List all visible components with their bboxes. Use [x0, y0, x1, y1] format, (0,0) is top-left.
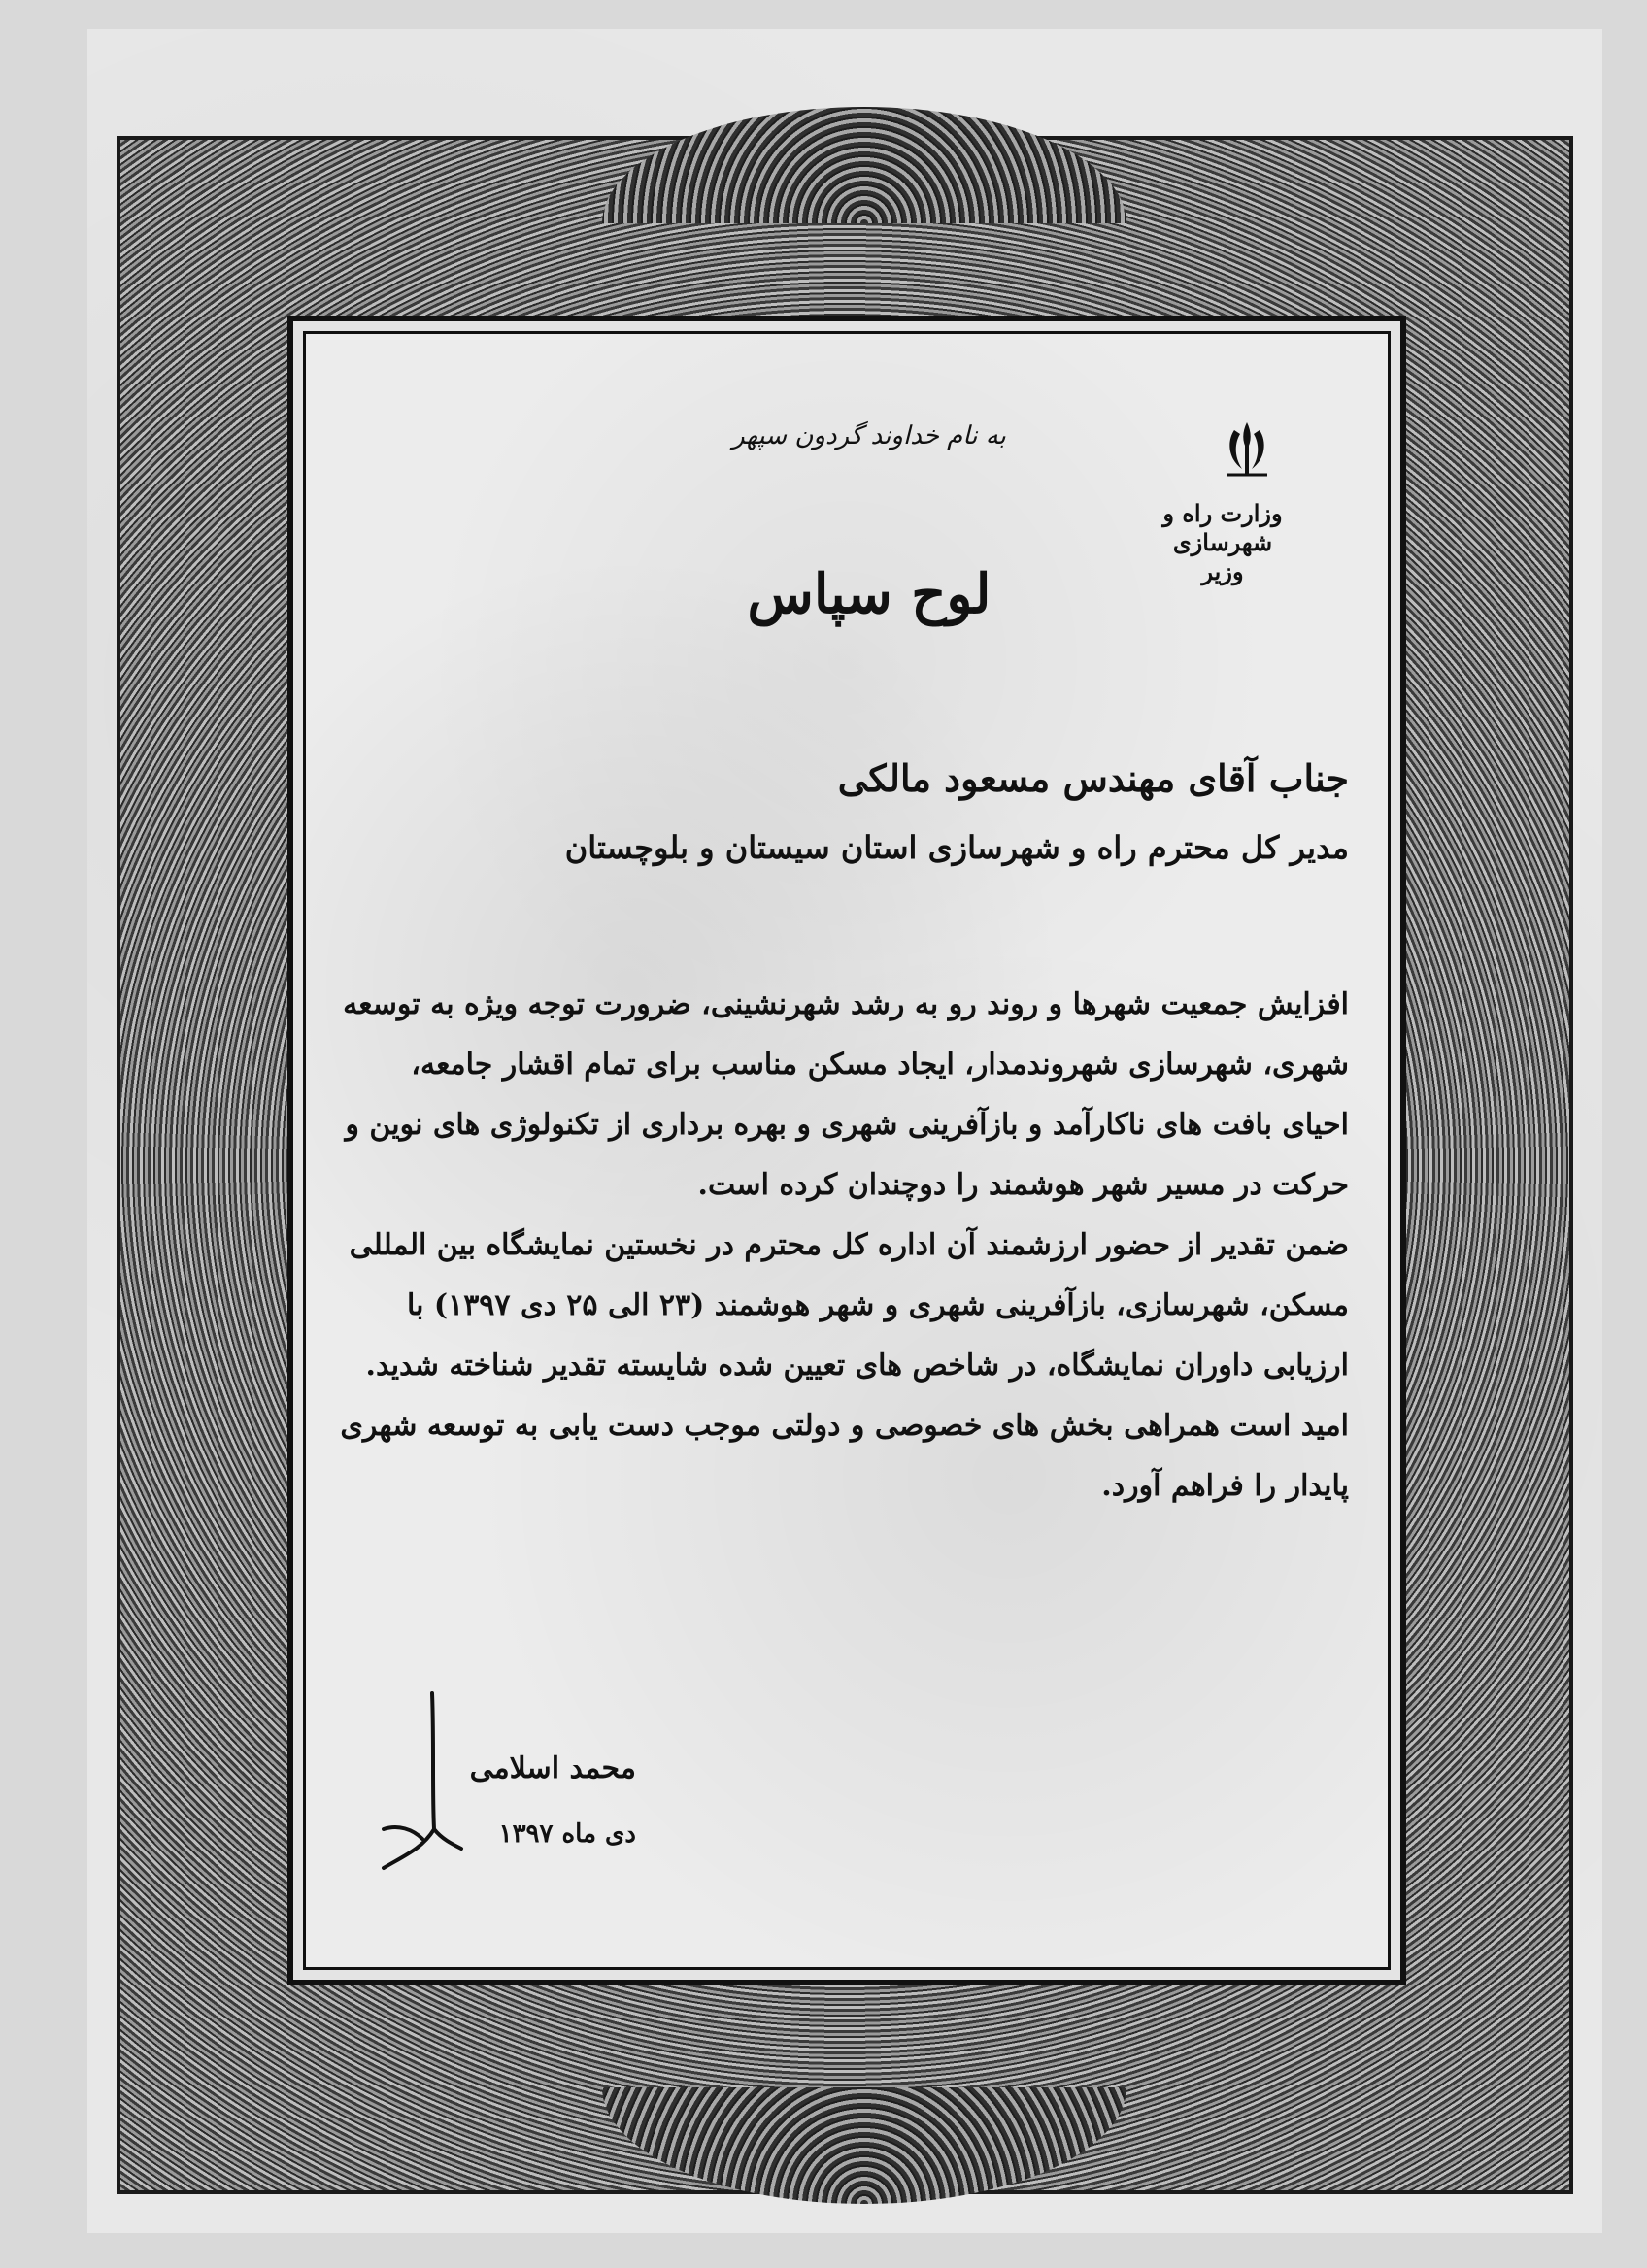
basmala-text: به نام خداوند گردون سپهر [732, 421, 1006, 450]
handwritten-signature [364, 1684, 481, 1887]
signer-name: محمد اسلامی [469, 1751, 636, 1785]
ministry-name: وزارت راه و شهرسازی [1162, 499, 1283, 556]
recipient-position: مدیر کل محترم راه و شهرسازی استان سیستان و بلوچستان [564, 829, 1349, 866]
ministry-role: وزیر [1201, 557, 1244, 585]
ministry-heading [1116, 499, 1329, 586]
signature-date: دی ماه ۱۳۹۷ [498, 1819, 636, 1849]
iran-emblem-icon [1213, 417, 1281, 484]
certificate-title: لوح سپاس [747, 562, 992, 626]
body-paragraph-1: افزایش جمعیت شهرها و روند رو به رشد شهرنشینی، ضرورت توجه ویژه به توسعه شهری، شهرسازی شهروندمدار، ایجاد مسکن مناسب برای تمام اقشار جامعه، احیای بافت های ناکارآمد و بازآفرینی شهری و بهره برداری از تکنولوژی های نوین و حرکت در مسیر شهر هوشمند را دوچندان کرده است. [343, 987, 1349, 1202]
recipient-name: جناب آقای مهندس مسعود مالکی [837, 756, 1349, 800]
body-paragraph-2: ضمن تقدیر از حضور ارزشمند آن اداره کل محترم در نخستین نمایشگاه بین المللی مسکن، شهرسازی، بازآفرینی شهری و شهر هوشمند (۲۳ الی ۲۵ دی ۱۳۹۷) با ارزیابی داوران نمایشگاه، در شاخص های تعیین شده شایسته تقدیر شناخته شدید. [349, 1228, 1349, 1383]
certificate-frame [287, 316, 1406, 1985]
body-paragraph-3: امید است همراهی بخش های خصوصی و دولتی موجب دست یابی به توسعه شهری پایدار را فراهم آورد. [340, 1409, 1349, 1503]
certificate-content [303, 331, 1391, 1970]
certificate-body [339, 975, 1349, 1517]
